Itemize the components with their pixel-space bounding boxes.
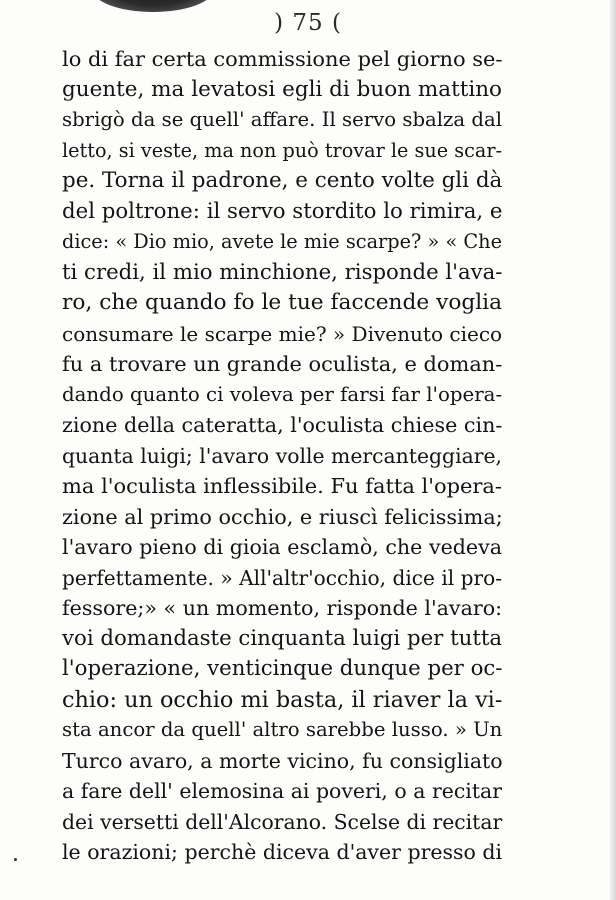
text-line: dice: « Dio mio, avete le mie scarpe? » « Che [62,230,502,253]
body-text [62,44,502,868]
text-line: sta ancor da quell' altro sarebbe lusso. » Un [62,718,503,741]
text-line: zione al primo occhio, e riuscì felicissima; [62,504,503,529]
text-line: sbrigò da se quell' affare. Il servo sbalza dal [62,108,502,131]
text-line: l'operazione, venticinque dunque per oc- [62,656,503,681]
text-line: letto, si veste, ma non può trovar le sue scar- [62,138,502,162]
page-number: ) 75 ( [274,10,342,36]
text-line: le orazioni; perchè diceva d'aver presso di [62,840,503,864]
text-line: l'avaro pieno di gioia esclamò, che vedeva [62,535,502,559]
text-line: fessore;» « un momento, risponde l'avaro: [62,596,503,620]
text-line: consumare le scarpe mie? » Divenuto cieco [62,321,503,346]
text-line: Turco avaro, a morte vicino, fu consigliato [62,748,503,773]
text-line: perfettamente. » All'altr'occhio, dice il pro- [62,565,502,590]
text-line: del poltrone: il servo stordito lo rimira, e [62,198,503,224]
text-line: guente, ma levatosi egli di buon mattino [62,76,502,102]
text-line: a fare dell' elemosina ai poveri, o a recitar [62,779,502,803]
text-line: voi domandaste cinquanta luigi per tutta [62,625,503,651]
text-line: chio: un occhio mi basta, il riaver la vi- [62,686,503,713]
text-line: quanta luigi; l'avaro volle mercanteggiare, [62,443,502,468]
text-line: dando quanto ci voleva per farsi far l'opera- [62,382,503,406]
text-line: dei versetti dell'Alcorano. Scelse di recitar [62,809,503,834]
ink-speck [14,858,17,861]
text-line: ma l'oculista inflessibile. Fu fatta l'opera- [62,474,502,498]
text-line: lo di far certa commissione pel giorno se- [62,47,503,71]
text-line: ti credi, il mio minchione, risponde l'ava- [62,259,503,285]
text-line: pe. Torna il padrone, e cento volte gli dà [62,168,503,193]
text-line: fu a trovare un grande oculista, e doman- [62,352,503,376]
text-line: ro, che quando fo le tue faccende voglia [62,290,502,315]
text-line: zione della cateratta, l'oculista chiese cin- [62,413,503,437]
page-edge-shadow [610,0,616,900]
